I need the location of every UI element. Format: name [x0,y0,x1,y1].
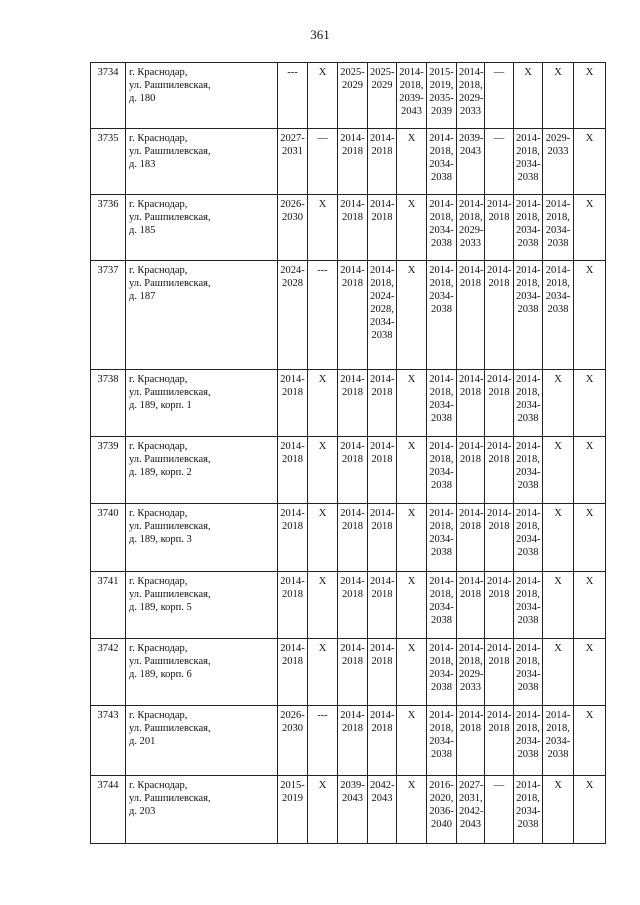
period-cell: 2027- 2031 [278,129,308,195]
row-number-cell: 3740 [91,504,126,572]
period-cell: 2014- 2018 [338,504,368,572]
period-cell: 2015- 2019, 2035- 2039 [427,63,457,129]
row-number-cell: 3734 [91,63,126,129]
period-cell: X [543,504,574,572]
period-cell: X [574,437,606,504]
period-cell: 2026- 2030 [278,706,308,776]
address-cell: г. Краснодар, ул. Рашпилевская, д. 189, корп. 6 [126,639,278,706]
table-row [91,706,606,776]
period-cell: 2014- 2018 [338,195,368,261]
period-cell: 2025- 2029 [338,63,368,129]
period-cell: 2014- 2018 [338,370,368,437]
period-cell: X [397,776,427,844]
period-cell: 2014- 2018, 2034- 2038 [514,437,543,504]
period-cell: 2014- 2018 [368,572,397,639]
period-cell: 2014- 2018 [368,370,397,437]
period-cell: X [308,504,338,572]
row-number-cell: 3741 [91,572,126,639]
period-cell: 2014- 2018 [485,370,514,437]
period-cell: 2014- 2018, 2034- 2038 [514,504,543,572]
address-cell: г. Краснодар, ул. Рашпилевская, д. 183 [126,129,278,195]
period-cell: 2025- 2029 [368,63,397,129]
period-cell: 2014- 2018 [457,572,485,639]
period-cell: 2014- 2018 [485,437,514,504]
address-cell: г. Краснодар, ул. Рашпилевская, д. 189, корп. 1 [126,370,278,437]
row-number-cell: 3737 [91,261,126,370]
period-cell: X [574,129,606,195]
period-cell: 2014- 2018, 2034- 2038 [427,706,457,776]
period-cell: 2014- 2018, 2034- 2038 [514,572,543,639]
period-cell: X [543,776,574,844]
period-cell: 2014- 2018, 2034- 2038 [514,370,543,437]
period-cell: 2014- 2018, 2034- 2038 [514,129,543,195]
period-cell: 2014- 2018, 2029- 2033 [457,639,485,706]
period-cell: 2014- 2018, 2024- 2028, 2034- 2038 [368,261,397,370]
period-cell: 2014- 2018 [278,504,308,572]
period-cell: 2014- 2018 [278,437,308,504]
address-cell: г. Краснодар, ул. Рашпилевская, д. 189, корп. 2 [126,437,278,504]
period-cell: X [543,437,574,504]
period-cell: X [574,706,606,776]
period-cell: 2014- 2018 [278,370,308,437]
period-cell: 2014- 2018, 2034- 2038 [514,261,543,370]
address-cell: г. Краснодар, ул. Рашпилевская, д. 180 [126,63,278,129]
period-cell: 2014- 2018 [457,261,485,370]
period-cell: 2014- 2018 [368,639,397,706]
period-cell: X [397,504,427,572]
period-cell: X [543,370,574,437]
period-cell: 2014- 2018 [485,504,514,572]
period-cell: — [308,129,338,195]
page-number: 361 [310,27,330,42]
table-row [91,63,606,129]
period-cell: X [397,195,427,261]
period-cell: X [308,776,338,844]
period-cell: 2026- 2030 [278,195,308,261]
period-cell: X [308,370,338,437]
period-cell: 2016- 2020, 2036- 2040 [427,776,457,844]
period-cell: X [574,370,606,437]
period-cell: 2029- 2033 [543,129,574,195]
address-cell: г. Краснодар, ул. Рашпилевская, д. 187 [126,261,278,370]
period-cell: X [574,776,606,844]
period-cell: 2014- 2018 [368,706,397,776]
period-cell: 2039- 2043 [338,776,368,844]
period-cell: X [574,63,606,129]
row-number-cell: 3743 [91,706,126,776]
period-cell: 2014- 2018, 2034- 2038 [543,261,574,370]
row-number-cell: 3744 [91,776,126,844]
period-cell: --- [308,706,338,776]
period-cell: 2014- 2018, 2034- 2038 [427,504,457,572]
table-row [91,572,606,639]
period-cell: 2014- 2018 [338,129,368,195]
period-cell: --- [278,63,308,129]
period-cell: 2014- 2018, 2034- 2038 [427,261,457,370]
period-cell: 2014- 2018, 2029- 2033 [457,195,485,261]
period-cell: 2014- 2018 [485,706,514,776]
registry-table [90,62,606,844]
period-cell: 2014- 2018, 2034- 2038 [543,706,574,776]
period-cell: X [308,437,338,504]
period-cell: X [543,572,574,639]
table-body [91,63,606,844]
table-row [91,129,606,195]
period-cell: 2014- 2018 [485,195,514,261]
period-cell: 2014- 2018 [338,706,368,776]
period-cell: 2014- 2018, 2034- 2038 [427,437,457,504]
period-cell: X [397,706,427,776]
table-row [91,261,606,370]
row-number-cell: 3735 [91,129,126,195]
period-cell: X [397,261,427,370]
period-cell: 2014- 2018 [368,129,397,195]
period-cell: X [543,63,574,129]
period-cell: — [485,129,514,195]
period-cell: 2014- 2018, 2034- 2038 [427,195,457,261]
period-cell: 2014- 2018, 2034- 2038 [514,639,543,706]
table-row [91,776,606,844]
period-cell: 2014- 2018 [485,261,514,370]
period-cell: X [308,572,338,639]
period-cell: 2014- 2018, 2034- 2038 [427,572,457,639]
address-cell: г. Краснодар, ул. Рашпилевская, д. 203 [126,776,278,844]
period-cell: X [574,504,606,572]
period-cell: 2014- 2018 [338,639,368,706]
period-cell: X [397,572,427,639]
period-cell: X [514,63,543,129]
period-cell: 2015- 2019 [278,776,308,844]
period-cell: 2014- 2018 [338,437,368,504]
table-row [91,370,606,437]
period-cell: 2014- 2018 [457,504,485,572]
period-cell: 2014- 2018 [485,572,514,639]
period-cell: X [308,639,338,706]
row-number-cell: 3739 [91,437,126,504]
period-cell: 2014- 2018 [278,572,308,639]
period-cell: X [574,572,606,639]
period-cell: 2024- 2028 [278,261,308,370]
period-cell: 2014- 2018, 2039- 2043 [397,63,427,129]
period-cell: X [543,639,574,706]
period-cell: — [485,776,514,844]
period-cell: X [308,195,338,261]
period-cell: 2014- 2018, 2034- 2038 [514,195,543,261]
period-cell: 2027- 2031, 2042- 2043 [457,776,485,844]
period-cell: 2014- 2018 [338,572,368,639]
period-cell: 2014- 2018 [338,261,368,370]
table-row [91,639,606,706]
period-cell: 2014- 2018, 2034- 2038 [427,370,457,437]
table-row [91,195,606,261]
period-cell: 2014- 2018, 2034- 2038 [543,195,574,261]
period-cell: 2014- 2018 [368,504,397,572]
address-cell: г. Краснодар, ул. Рашпилевская, д. 189, корп. 5 [126,572,278,639]
period-cell: X [397,639,427,706]
row-number-cell: 3742 [91,639,126,706]
period-cell: 2014- 2018, 2034- 2038 [427,639,457,706]
period-cell: X [397,437,427,504]
period-cell: 2014- 2018 [485,639,514,706]
period-cell: 2014- 2018 [278,639,308,706]
period-cell: X [574,195,606,261]
row-number-cell: 3738 [91,370,126,437]
period-cell: X [308,63,338,129]
period-cell: --- [308,261,338,370]
row-number-cell: 3736 [91,195,126,261]
table-row [91,504,606,572]
period-cell: 2014- 2018 [457,437,485,504]
table-row [91,437,606,504]
period-cell: 2042- 2043 [368,776,397,844]
period-cell: 2014- 2018, 2034- 2038 [514,776,543,844]
period-cell: 2014- 2018, 2029- 2033 [457,63,485,129]
period-cell: X [397,129,427,195]
address-cell: г. Краснодар, ул. Рашпилевская, д. 189, корп. 3 [126,504,278,572]
period-cell: 2014- 2018 [368,437,397,504]
period-cell: 2014- 2018, 2034- 2038 [514,706,543,776]
address-cell: г. Краснодар, ул. Рашпилевская, д. 201 [126,706,278,776]
period-cell: 2014- 2018 [368,195,397,261]
period-cell: — [485,63,514,129]
period-cell: X [397,370,427,437]
address-cell: г. Краснодар, ул. Рашпилевская, д. 185 [126,195,278,261]
period-cell: 2014- 2018, 2034- 2038 [427,129,457,195]
period-cell: 2014- 2018 [457,706,485,776]
period-cell: 2039- 2043 [457,129,485,195]
period-cell: X [574,639,606,706]
period-cell: 2014- 2018 [457,370,485,437]
period-cell: X [574,261,606,370]
